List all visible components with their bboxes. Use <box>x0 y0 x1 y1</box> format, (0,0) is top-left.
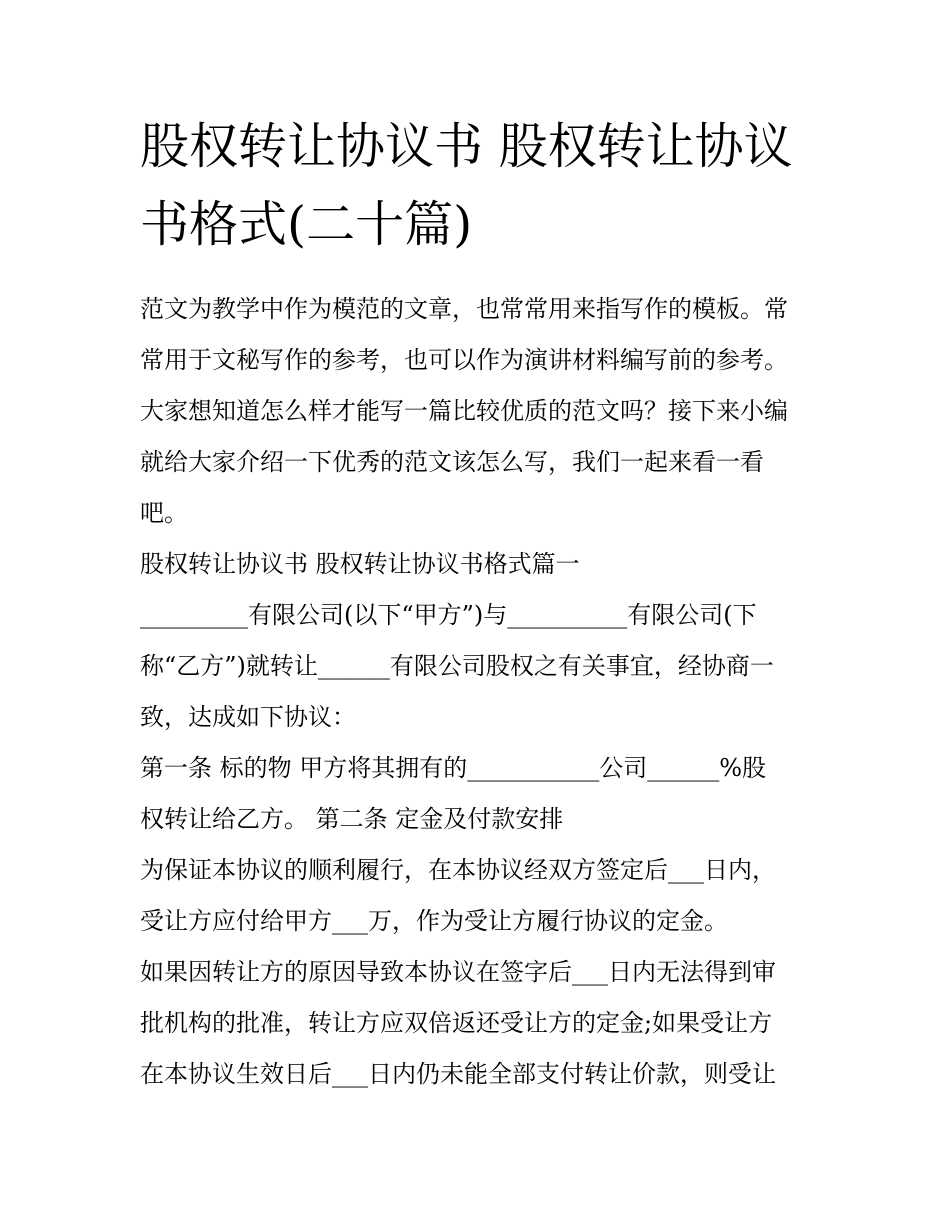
body-line-8: 称“乙方”)就转让______有限公司股权之有关事宜，经协商一 <box>140 652 774 680</box>
document-title <box>140 108 812 264</box>
body-line-5: 吧。 <box>140 499 188 527</box>
body-line-10: 第一条 标的物 甲方将其拥有的___________公司______%股 <box>140 754 767 782</box>
body-line-12: 为保证本协议的顺利履行，在本协议经双方签定后___日内， <box>140 856 776 884</box>
body-line-1: 范文为教学中作为模范的文章，也常常用来指写作的模板。常 <box>140 295 788 323</box>
document-body <box>140 284 812 1100</box>
body-line-9: 致，达成如下协议： <box>140 703 356 731</box>
body-line-4: 就给大家介绍一下优秀的范文该怎么写，我们一起来看一看 <box>140 448 764 476</box>
body-line-7: _________有限公司(以下“甲方”)与__________有限公司(下 <box>140 601 757 629</box>
body-line-3: 大家想知道怎么样才能写一篇比较优质的范文吗？接下来小编 <box>140 397 788 425</box>
title-line-1: 股权转让协议书 股权转让协议 <box>140 118 793 175</box>
document-content <box>140 108 812 1100</box>
title-line-2: 书格式(二十篇) <box>140 196 473 253</box>
body-line-11: 权转让给乙方。 第二条 定金及付款安排 <box>140 805 564 833</box>
body-line-15: 批机构的批准，转让方应双倍返还受让方的定金;如果受让方 <box>140 1009 773 1037</box>
body-line-14: 如果因转让方的原因导致本协议在签字后___日内无法得到审 <box>140 958 776 986</box>
body-line-2: 常用于文秘写作的参考，也可以作为演讲材料编写前的参考。 <box>140 346 788 374</box>
body-line-16: 在本协议生效日后___日内仍未能全部支付转让价款，则受让 <box>140 1060 776 1088</box>
body-line-13: 受让方应付给甲方___万，作为受让方履行协议的定金。 <box>140 907 728 935</box>
section-heading: 股权转让协议书 股权转让协议书格式篇一 <box>140 550 580 578</box>
